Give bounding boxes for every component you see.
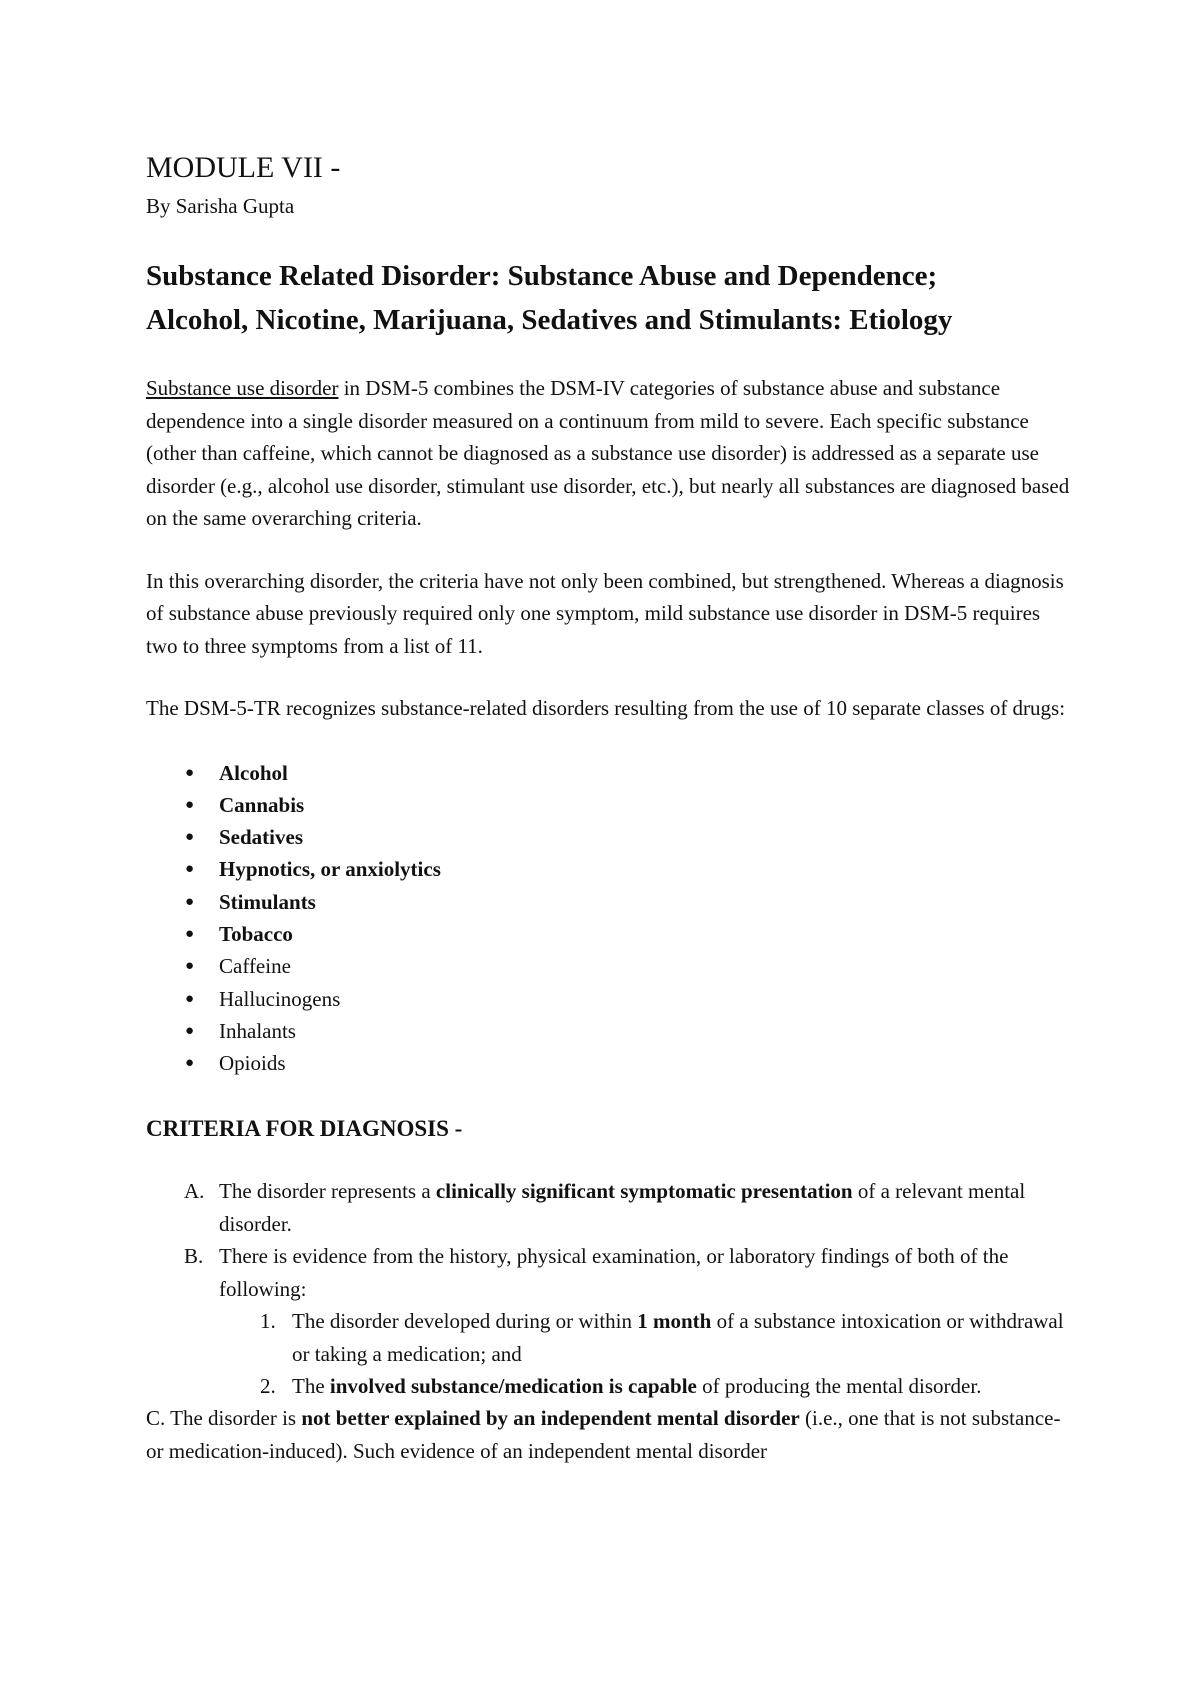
sub-criterion-marker: 1. [260, 1309, 276, 1334]
paragraph-criteria-combined: In this overarching disorder, the criteria have not only been combined, but strengthened. Whereas a diagnosis of substance abuse previously required only one symptom, mild substance use disorder in DSM-5 requires two to three symptoms from a list of 11. [146, 568, 1064, 658]
bullet-icon: ● [185, 829, 195, 846]
list-item [185, 757, 1076, 789]
drug-class-label: Stimulants [219, 889, 316, 914]
drug-class-label: Sedatives [219, 825, 303, 850]
module-title: MODULE VII - [146, 151, 341, 184]
criteria-heading: CRITERIA FOR DIAGNOSIS - [146, 1116, 463, 1142]
paragraph-intro-text: in DSM-5 combines the DSM-IV categories of substance abuse and substance dependence into a single disorder measured on a continuum from mild to severe. Each specific substance (other than caffeine, which cannot be diagnosed as a substance use disorder) is addressed as a separate use disorder (e.g., alcohol use disorder, stimulant use disorder, etc.), but nearly all substances are diagnosed based on the same overarching criteria. [146, 376, 1070, 530]
criterion-text: C. The disorder is [146, 1406, 302, 1431]
criterion-marker: A. [184, 1179, 205, 1204]
bullet-icon: ● [185, 990, 195, 1007]
criterion-emphasis: involved substance/medication is capable [329, 1373, 697, 1398]
criterion-text: of a substance intoxication or withdrawal or taking a medication; and [292, 1309, 1064, 1366]
criterion-text: of a relevant mental disorder. [219, 1179, 1026, 1236]
drug-class-label: Tobacco [219, 921, 293, 946]
list-item [185, 950, 1076, 982]
list-item [185, 1047, 1076, 1079]
bullet-icon: ● [185, 893, 195, 910]
drug-class-label: Alcohol [219, 760, 288, 785]
criterion-emphasis: 1 month [637, 1309, 712, 1334]
criterion-b-1 [146, 1305, 1076, 1370]
drug-class-label: Caffeine [219, 954, 291, 979]
bullet-icon: ● [185, 958, 195, 975]
drug-class-label: Opioids [219, 1051, 286, 1076]
drug-class-label: Hallucinogens [219, 986, 341, 1011]
paragraph-drug-classes: The DSM-5-TR recognizes substance-related disorders resulting from the use of 10 separate classes of drugs: [146, 696, 1066, 720]
criteria-list [146, 1175, 1076, 1467]
criterion-text: The [292, 1373, 330, 1398]
document-content [146, 150, 1076, 1467]
drug-class-label: Cannabis [219, 792, 305, 817]
criterion-b [146, 1240, 1076, 1305]
list-item [185, 853, 1076, 885]
paragraph-intro [146, 372, 1076, 535]
drug-class-list [146, 757, 1076, 1080]
bullet-icon: ● [185, 925, 195, 942]
bullet-icon: ● [185, 796, 195, 813]
criterion-text: The disorder represents a [219, 1179, 436, 1204]
main-heading-line-1: Substance Related Disorder: Substance Abuse and Dependence; [146, 260, 938, 292]
criterion-text: (i.e., one that is not substance- or medication-induced). Such evidence of an independent mental disorder [146, 1406, 1061, 1463]
drug-class-label: Hypnotics, or anxiolytics [219, 857, 441, 882]
criterion-text: There is evidence from the history, physical examination, or laboratory findings of both of the following: [219, 1244, 1009, 1301]
main-heading-line-2: Alcohol, Nicotine, Marijuana, Sedatives and Stimulants: Etiology [146, 304, 953, 336]
criterion-emphasis: not better explained by an independent mental disorder [301, 1406, 800, 1431]
drug-class-label: Inhalants [219, 1018, 296, 1043]
bullet-icon: ● [185, 764, 195, 781]
bullet-icon: ● [185, 1055, 195, 1072]
criterion-b-2 [146, 1370, 1076, 1402]
list-item [185, 983, 1076, 1015]
list-item [185, 886, 1076, 918]
criterion-marker: B. [184, 1244, 204, 1269]
author-byline: By Sarisha Gupta [146, 194, 295, 218]
sub-criterion-marker: 2. [260, 1373, 276, 1398]
list-item [185, 789, 1076, 821]
bullet-icon: ● [185, 861, 195, 878]
substance-use-disorder-link[interactable]: Substance use disorder [146, 376, 339, 400]
main-heading [146, 254, 1076, 342]
criterion-text: of producing the mental disorder. [696, 1373, 982, 1398]
bullet-icon: ● [185, 1022, 195, 1039]
criterion-emphasis: clinically significant symptomatic presentation [435, 1179, 853, 1204]
criterion-a [146, 1175, 1076, 1240]
list-item [185, 918, 1076, 950]
list-item [185, 1015, 1076, 1047]
criterion-c [146, 1402, 1076, 1467]
criterion-text: The disorder developed during or within [292, 1309, 638, 1334]
list-item [185, 821, 1076, 853]
